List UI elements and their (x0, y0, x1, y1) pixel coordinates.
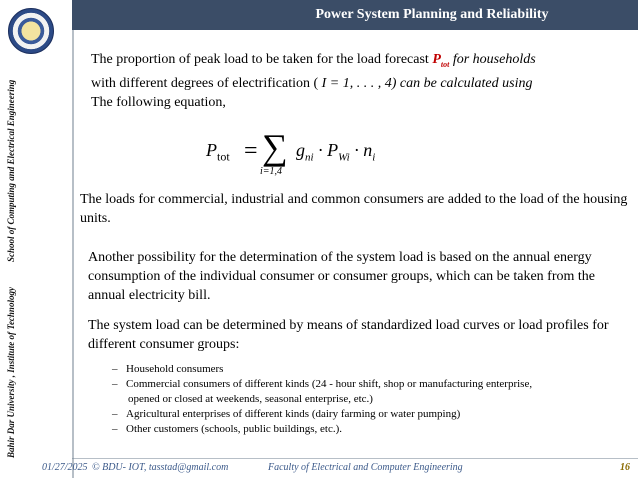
list-item-continuation: opened or closed at weekends, seasonal enterprise, etc.) (128, 393, 373, 405)
sidebar-university-text: Bahir Dar University , Institute of Technology (6, 287, 16, 458)
formula-lhs: $P_{tot}$ (206, 140, 230, 164)
formula-sigma-sub: i=1,4 (260, 166, 283, 177)
ptot-symbol: $P_{tot}$ (432, 52, 450, 69)
formula-rhs: $g_{ni} \cdot P_{Wi} \cdot n_i$ (296, 140, 376, 164)
intro-line3: The following equation, (91, 94, 226, 110)
footer-faculty: Faculty of Electrical and Computer Engineering (268, 462, 463, 473)
footer-date: 01/27/2025 (42, 462, 88, 473)
university-seal-icon (8, 8, 54, 54)
paragraph-annual-energy: Another possibility for the determination of the system load is based on the annual energy consumption of the individual consumer or consumer groups, which can be taken from the annual electricity bill. (88, 250, 595, 303)
title-bar (72, 0, 638, 30)
formula-sigma: ∑ (262, 127, 288, 167)
sidebar-divider (72, 0, 74, 478)
list-item: – Household consumers (112, 363, 224, 375)
list-item: – Other customers (schools, public buildings, etc.). (112, 423, 342, 435)
intro-line1-a: The proportion of peak load to be taken for the load forecast (91, 52, 433, 67)
sidebar (0, 0, 70, 478)
slide-title: Power System Planning and Reliability (315, 7, 549, 22)
footer (42, 458, 638, 478)
page-number: 16 (620, 462, 630, 473)
list-item: – Agricultural enterprises of different kinds (dairy farming or water pumping) (112, 408, 461, 420)
intro-paragraph (91, 50, 621, 112)
list-item: – Commercial consumers of different kinds (24 - hour shift, shop or manufacturing enterprise, (112, 378, 533, 390)
sidebar-school-text: School of Computing and Electrical Engineering (6, 79, 16, 262)
consumer-group-list (112, 362, 632, 437)
intro-line2-italic: I = 1, . . . , 4) can be calculated using (321, 75, 533, 91)
intro-line1-b: for households (449, 52, 536, 67)
footer-copyright: © BDU- IOT, tasstad@gmail.com (92, 462, 229, 473)
paragraph-commercial-loads: The loads for commercial, industrial and common consumers are added to the load of the housing units. (80, 192, 628, 226)
formula-equals: = (244, 138, 258, 164)
intro-line2-a: with different degrees of electrification ( (91, 75, 322, 91)
paragraph-load-curves: The system load can be determined by means of standardized load curves or load profiles for different consumer groups: (88, 318, 609, 352)
load-formula (206, 128, 566, 176)
